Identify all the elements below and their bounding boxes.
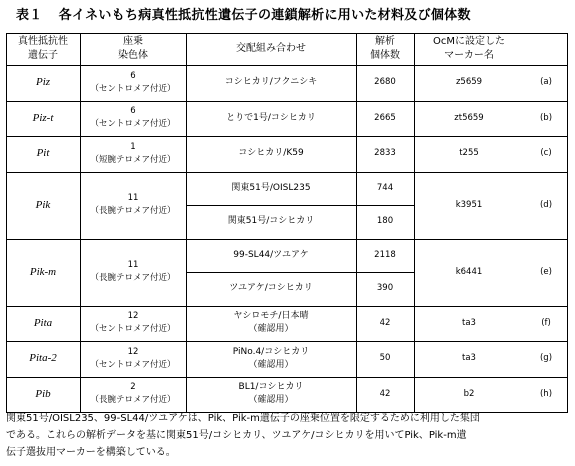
marker-name-text: ta3 xyxy=(462,317,476,328)
footnote-line: 伝子選抜用マーカーを構築している。 xyxy=(6,447,176,458)
cross-combination xyxy=(186,272,356,306)
column-divider xyxy=(6,33,7,413)
cross-combination-text: 関東51号/コシヒカリ xyxy=(227,216,315,227)
table-caption: 各イネいもち病真性抵抗性遺伝子の連鎖解析に用いた材料及び個体数 xyxy=(58,8,471,23)
cross-combination xyxy=(186,205,356,239)
data-table xyxy=(6,33,568,409)
cross-combination-text: コシヒカリ/フクニシキ xyxy=(224,77,318,88)
chromosome-text: 6 xyxy=(130,106,136,117)
table-right-border xyxy=(567,33,568,413)
row-divider xyxy=(6,172,568,173)
row-label-text: (a) xyxy=(540,77,552,88)
cross-combination-text: （確認用） xyxy=(248,324,294,335)
chromosome-text: 12 xyxy=(127,346,139,357)
row-divider xyxy=(6,341,568,342)
cross-combination-text: （確認用） xyxy=(248,359,294,370)
cross-combination-text: （確認用） xyxy=(248,395,294,406)
cross-combination-text: コシヒカリ/K59 xyxy=(238,148,304,159)
individual-count-text: 2833 xyxy=(374,148,396,159)
marker-name-text: zt5659 xyxy=(454,112,484,123)
gene-name xyxy=(6,377,80,413)
header-cross-text: 交配組み合わせ xyxy=(236,43,306,54)
individual-count xyxy=(356,306,414,342)
chromosome xyxy=(80,65,186,101)
chromosome-text: （長腕テロメア付近） xyxy=(90,273,176,283)
sub-row-divider xyxy=(186,272,414,273)
row-label-text: (c) xyxy=(540,148,552,159)
gene-name xyxy=(6,172,80,239)
gene-name xyxy=(6,101,80,137)
footnote xyxy=(6,410,571,461)
cross-combination xyxy=(186,101,356,137)
chromosome-text: 11 xyxy=(127,193,139,203)
footnote-line: 関東51号/OISL235、99-SL44/ツユアケは、Pik、Pik-m遺伝子の座乗位置を限定するために利用した集団 xyxy=(6,413,480,424)
row-divider xyxy=(6,65,568,66)
marker-name-text: k3951 xyxy=(455,199,483,210)
cross-combination xyxy=(186,341,356,377)
header-gene-text: 遺伝子 xyxy=(28,50,58,61)
marker-name xyxy=(414,239,524,306)
header-gene xyxy=(6,33,80,65)
individual-count-text: 2680 xyxy=(374,77,396,88)
row-label-text: (b) xyxy=(539,112,553,123)
individual-count xyxy=(356,377,414,413)
row-label xyxy=(524,306,568,342)
chromosome xyxy=(80,101,186,137)
table-title xyxy=(16,6,571,26)
marker-name-text: k6441 xyxy=(455,266,483,277)
table-number: 表１ xyxy=(16,8,43,23)
row-label xyxy=(524,136,568,172)
row-label xyxy=(524,172,568,239)
header-marker-text: マーカー名 xyxy=(444,50,494,61)
individual-count-text: 180 xyxy=(376,216,394,227)
header-count-text: 個体数 xyxy=(370,50,400,61)
cross-combination-text: BL1/コシヒカリ xyxy=(238,382,304,393)
gene-name-text: Pita-2 xyxy=(29,352,57,365)
cross-combination xyxy=(186,65,356,101)
individual-count xyxy=(356,65,414,101)
column-divider xyxy=(414,33,415,413)
gene-name-text: Pita xyxy=(33,316,53,329)
chromosome xyxy=(80,136,186,172)
individual-count-text: 2118 xyxy=(374,249,396,260)
individual-count xyxy=(356,101,414,137)
cross-combination xyxy=(186,239,356,273)
row-divider xyxy=(6,239,568,240)
cross-combination-text: PiNo.4/コシヒカリ xyxy=(232,346,310,357)
chromosome-text: （短腕テロメア付近） xyxy=(90,154,176,165)
gene-name-text: Pit xyxy=(36,147,50,160)
chromosome xyxy=(80,172,186,239)
gene-name-text: Pik-m xyxy=(29,265,57,278)
individual-count xyxy=(356,172,414,206)
marker-name xyxy=(414,341,524,377)
table-top-border xyxy=(6,33,568,34)
marker-name xyxy=(414,172,524,239)
row-label xyxy=(524,101,568,137)
gene-name xyxy=(6,306,80,342)
individual-count xyxy=(356,136,414,172)
chromosome-text: 6 xyxy=(130,70,136,81)
row-label xyxy=(524,65,568,101)
row-label-text: (g) xyxy=(539,353,553,364)
gene-name-text: Piz xyxy=(35,76,51,89)
chromosome-text: （セントロメア付近） xyxy=(90,324,176,335)
chromosome xyxy=(80,239,186,306)
cross-combination xyxy=(186,172,356,206)
row-divider xyxy=(6,306,568,307)
header-gene-text: 真性抵抗性 xyxy=(18,36,68,47)
header-cross xyxy=(186,33,356,65)
header-marker xyxy=(414,33,524,65)
row-divider xyxy=(6,101,568,102)
chromosome-text: 2 xyxy=(130,382,136,393)
row-label-text: (f) xyxy=(541,317,551,328)
marker-name xyxy=(414,101,524,137)
marker-name xyxy=(414,136,524,172)
header-count-text: 解析 xyxy=(375,36,395,47)
marker-name xyxy=(414,306,524,342)
header-chromosome-text: 染色体 xyxy=(118,50,148,61)
row-label-text: (h) xyxy=(539,388,553,399)
row-label xyxy=(524,341,568,377)
gene-name-text: Pik xyxy=(35,198,51,211)
chromosome xyxy=(80,377,186,413)
individual-count-text: 2665 xyxy=(374,112,396,123)
chromosome-text: （セントロメア付近） xyxy=(90,359,176,370)
marker-name-text: b2 xyxy=(463,388,475,399)
row-label-text: (e) xyxy=(540,266,552,277)
cross-combination-text: とりで1号/コシヒカリ xyxy=(226,112,316,123)
gene-name xyxy=(6,136,80,172)
cross-combination xyxy=(186,377,356,413)
individual-count-text: 50 xyxy=(379,353,391,364)
cross-combination-text: ツユアケ/コシヒカリ xyxy=(229,283,313,294)
footnote-line: である。これらの解析データを基に関東51号/コシヒカリ、ツユアケ/コシヒカリを用いてPik、Pik-m遺 xyxy=(6,430,467,441)
chromosome-text: （長腕テロメア付近） xyxy=(90,395,176,406)
sub-row-divider xyxy=(186,205,414,206)
header-count xyxy=(356,33,414,65)
gene-name xyxy=(6,239,80,306)
chromosome-text: （長腕テロメア付近） xyxy=(90,206,176,216)
cross-combination-text: 99-SL44/ツユアケ xyxy=(233,249,309,260)
individual-count-text: 390 xyxy=(376,283,394,294)
cross-combination-text: 関東51号/OISL235 xyxy=(231,182,311,193)
gene-name-text: Piz-t xyxy=(32,111,54,124)
header-chromosome xyxy=(80,33,186,65)
row-divider xyxy=(6,136,568,137)
individual-count xyxy=(356,239,414,273)
individual-count-text: 744 xyxy=(376,182,394,193)
column-divider xyxy=(186,33,187,413)
row-label-text: (d) xyxy=(539,199,553,210)
gene-name xyxy=(6,65,80,101)
gene-name xyxy=(6,341,80,377)
chromosome xyxy=(80,306,186,342)
chromosome-text: （セントロメア付近） xyxy=(90,83,176,94)
individual-count xyxy=(356,341,414,377)
cross-combination xyxy=(186,136,356,172)
marker-name xyxy=(414,65,524,101)
individual-count xyxy=(356,272,414,306)
chromosome xyxy=(80,341,186,377)
row-label xyxy=(524,239,568,306)
individual-count xyxy=(356,205,414,239)
gene-name-text: Pib xyxy=(35,387,51,400)
individual-count-text: 42 xyxy=(379,388,391,399)
row-label xyxy=(524,377,568,413)
cross-combination xyxy=(186,306,356,342)
individual-count-text: 42 xyxy=(379,317,391,328)
marker-name-text: t255 xyxy=(459,148,479,159)
chromosome-text: 11 xyxy=(127,260,139,270)
cross-combination-text: ヤシロモチ/日本晴 xyxy=(233,311,309,322)
marker-name-text: z5659 xyxy=(455,77,483,88)
chromosome-text: 12 xyxy=(127,311,139,322)
marker-name-text: ta3 xyxy=(462,353,476,364)
row-divider xyxy=(6,377,568,378)
column-divider xyxy=(80,33,81,413)
header-chromosome-text: 座乗 xyxy=(123,36,143,47)
chromosome-text: 1 xyxy=(130,141,136,152)
column-divider xyxy=(356,33,357,413)
header-marker-text: OcMに設定した xyxy=(433,36,505,47)
marker-name xyxy=(414,377,524,413)
chromosome-text: （セントロメア付近） xyxy=(90,119,176,130)
